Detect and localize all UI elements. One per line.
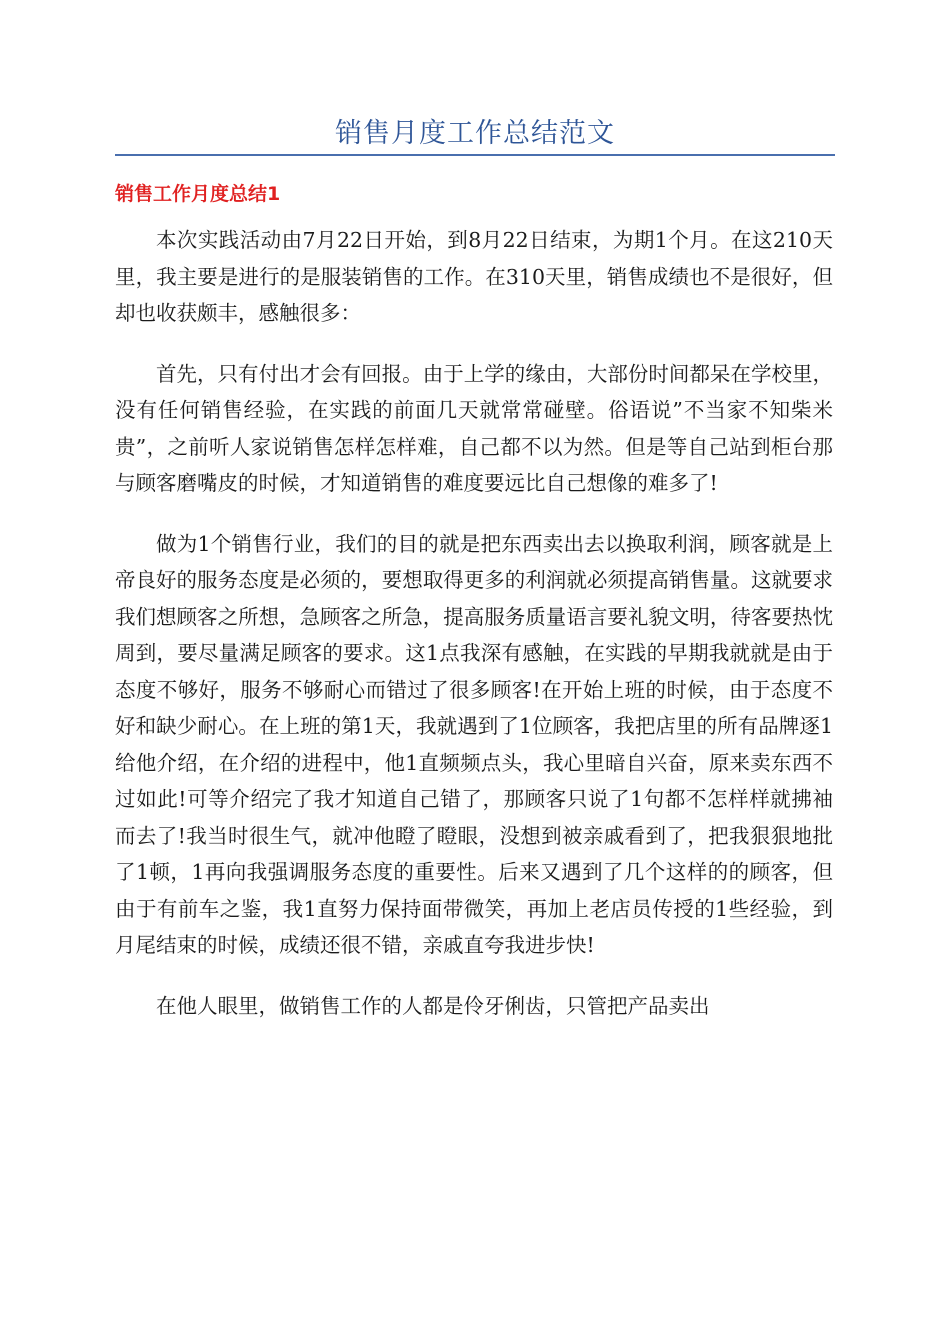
document-title: 销售月度工作总结范文 — [335, 118, 615, 149]
paragraph-2: 首先，只有付出才会有回报。由于上学的缘由，大部份时间都呆在学校里，没有任何销售经验，在实践的前面几天就常常碰壁。俗语说”不当家不知柴米贵”，之前听人家说销售怎样怎样难，自己都不以为然。但是等自己站到柜台那与顾客磨嘴皮的时候，才知道销售的难度要远比自己想像的难多了! — [115, 361, 833, 495]
section-heading: 销售工作月度总结1 — [115, 183, 281, 205]
paragraph-3: 做为1个销售行业，我们的目的就是把东西卖出去以换取利润，顾客就是上帝良好的服务态度是必须的，要想取得更多的利润就必须提高销售量。这就要求我们想顾客之所想，急顾客之所急，提高服务质量语言要礼貌文明，待客要热忱周到，要尽量满足顾客的要求。这1点我深有感触，在实践的早期我就就是由于态度不够好，服务不够耐心而错过了很多顾客!在开始上班的时候，由于态度不好和缺少耐心。在上班的第1天，我就遇到了1位顾客，我把店里的所有品牌逐1给他介绍，在介绍的进程中，他1直频频点头，我心里暗自兴奋，原来卖东西不过如此!可等介绍完了我才知道自己错了，那顾客只说了1句都不怎样样就拂袖而去了!我当时很生气，就冲他瞪了瞪眼，没想到被亲戚看到了，把我狠狠地批了1顿，1再向我强调服务态度的重要性。后来又遇到了几个这样的的顾客，但由于有前车之鉴，我1直努力保持面带微笑，再加上老店员传授的1些经验，到月尾结束的时候，成绩还很不错，亲戚直夸我进步快! — [115, 531, 833, 957]
body-text — [115, 222, 833, 1048]
paragraph-4: 在他人眼里，做销售工作的人都是伶牙俐齿，只管把产品卖出 — [156, 993, 710, 1018]
title-underline — [115, 154, 835, 156]
paragraph-1: 本次实践活动由7月22日开始，到8月22日结束，为期1个月。在这210天里，我主要是进行的是服装销售的工作。在310天里，销售成绩也不是很好，但却也收获颇丰，感触很多： — [115, 228, 833, 325]
